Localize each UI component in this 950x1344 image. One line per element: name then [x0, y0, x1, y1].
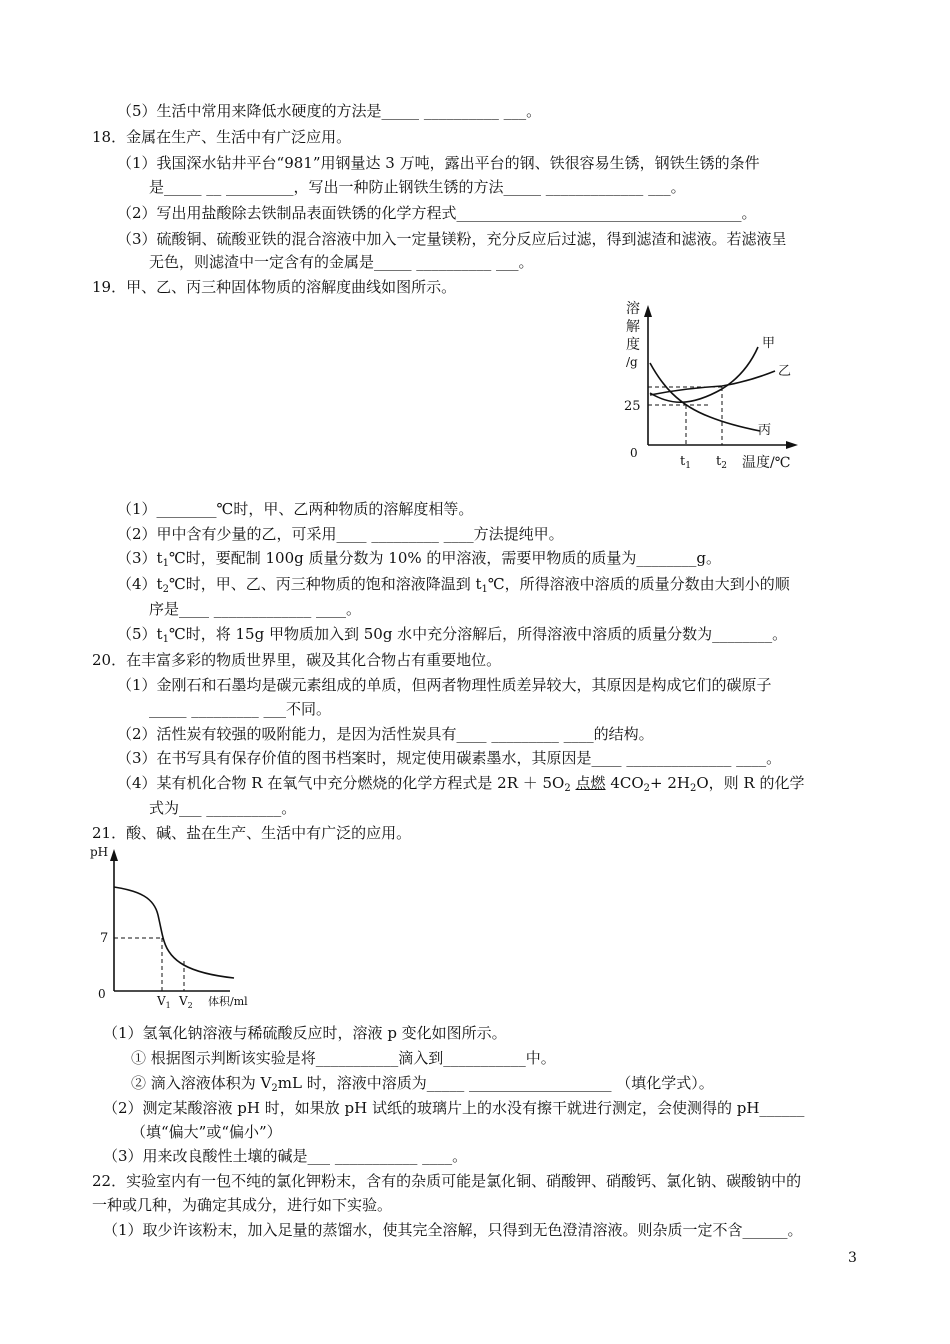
- text: （3）t: [117, 549, 163, 567]
- y-axis-label: pH: [90, 845, 109, 859]
- q20-2-line: [117, 724, 654, 744]
- q19-2-line: [117, 524, 564, 544]
- q19-4-line-a: [117, 574, 790, 594]
- text: 序是____ _____________ ____。: [149, 600, 362, 618]
- q19-heading: [92, 277, 456, 297]
- text: （1）我国深水钻井平台“981”用钢量达 3 万吨，露出平台的钢、铁很容易生锈，钢铁生锈的条件: [117, 154, 760, 172]
- ph-chart: [88, 843, 268, 1013]
- text: 21．酸、碱、盐在生产、生活中有广泛的应用。: [92, 824, 412, 842]
- text: 是_____ __ _________，写出一种防止钢铁生锈的方法_____ _____________ ___。: [149, 178, 686, 196]
- x-axis-label: 体积/ml: [208, 995, 248, 1008]
- ph-curve: [114, 887, 234, 978]
- text: 22．实验室内有一包不纯的氯化钾粉末，含有的杂质可能是氯化铜、硝酸钾、硝酸钙、氯化钠、碳酸钠中的: [92, 1172, 802, 1190]
- q21-2-line-a: [103, 1098, 804, 1118]
- y-label-char-4: /g: [626, 355, 638, 369]
- text: （2）测定某酸溶液 pH 时，如果放 pH 试纸的玻璃片上的水没有擦干就进行测定，会使测得的 pH______: [103, 1099, 805, 1117]
- label-bing: 丙: [758, 423, 772, 438]
- text: O，则 R 的化学: [696, 774, 805, 792]
- label-yi: 乙: [778, 364, 792, 379]
- text: 式为___ __________。: [149, 799, 297, 817]
- q19-4-line-b: [149, 599, 361, 619]
- page-number: 3: [848, 1250, 857, 1266]
- q19-3-line: [117, 548, 721, 568]
- x-axis-label: 温度/℃: [742, 455, 791, 471]
- q19-1-line: [117, 499, 473, 519]
- q22-line-a: [92, 1171, 801, 1191]
- text: ① 根据图示判断该实验是将___________滴入到___________中。: [131, 1049, 556, 1067]
- y-tick-7: 7: [100, 931, 109, 946]
- q21-3-line: [103, 1146, 467, 1166]
- q18-1-line-a: [117, 153, 760, 173]
- q18-2-line: [117, 203, 757, 223]
- text: 18．金属在生产、生活中有广泛应用。: [92, 128, 352, 146]
- q21-1-1-line: [131, 1048, 556, 1068]
- text: mL 时，溶液中溶质为_____ ___________________ （填化学式）。: [277, 1074, 714, 1092]
- text: + 2H: [650, 774, 690, 792]
- q21-1-2-line: [131, 1073, 714, 1093]
- text: （2）活性炭有较强的吸附能力，是因为活性炭具有____ _________ ____的结构。: [117, 725, 654, 743]
- subscript: 1: [162, 634, 169, 645]
- text: 20．在丰富多彩的物质世界里，碳及其化合物占有重要地位。: [92, 651, 502, 669]
- curve-yi: [650, 371, 775, 395]
- solubility-chart: [610, 295, 830, 475]
- subscript: 1: [162, 558, 169, 569]
- x-axis-arrow: [786, 441, 798, 449]
- label-jia: 甲: [762, 336, 776, 351]
- y-axis-arrow: [644, 305, 652, 317]
- text: 无色，则滤渣中一定含有的金属是_____ __________ ___。: [149, 253, 534, 271]
- x-tick-t1: $t_1$: [680, 454, 691, 471]
- text: （2）写出用盐酸除去铁制品表面铁锈的化学方程式______________________________________。: [117, 204, 757, 222]
- subscript: 2: [271, 1083, 278, 1094]
- q21-heading: [92, 823, 411, 843]
- x-tick-t2: $t_2$: [716, 454, 727, 471]
- q18-1-line-b: [149, 177, 686, 197]
- text: ℃，所得溶液中溶质的质量分数由大到小的顺: [487, 575, 790, 593]
- subscript: 2: [564, 783, 571, 794]
- y-axis-arrow: [110, 849, 118, 861]
- text: （3）硫酸铜、硫酸亚铁的混合溶液中加入一定量镁粉，充分反应后过滤，得到滤渣和滤液。若滤液呈: [117, 230, 787, 248]
- q19-5-line: [117, 624, 787, 644]
- y-label-char-2: 解: [626, 319, 640, 335]
- text: （1）________℃时，甲、乙两种物质的溶解度相等。: [117, 500, 474, 518]
- q21-2-line-b: [131, 1122, 282, 1142]
- text: （2）甲中含有少量的乙，可采用____ _________ ____方法提纯甲。: [117, 525, 564, 543]
- q20-1-line-b: [149, 699, 331, 719]
- y-tick-25: 25: [624, 399, 641, 414]
- q20-1-line-a: [117, 675, 772, 695]
- text: 一种或几种，为确定其成分，进行如下实验。: [92, 1196, 393, 1214]
- text: （3）用来改良酸性土壤的碱是___ ___________ ____。: [103, 1147, 468, 1165]
- q22-1-line: [103, 1220, 803, 1240]
- subscript: 2: [643, 783, 651, 794]
- q18-3-line-b: [149, 252, 534, 272]
- curve-jia: [650, 347, 758, 402]
- q18-3-line-a: [117, 229, 787, 249]
- q20-3-line: [117, 748, 781, 768]
- text: _____ _________ ___不同。: [149, 700, 332, 718]
- text: （1）取少许该粉末，加入足量的蒸馏水，使其完全溶解，只得到无色澄清溶液。则杂质一定不含______。: [103, 1221, 803, 1239]
- text: ℃时，将 15g 甲物质加入到 50g 水中充分溶解后，所得溶液中溶质的质量分数为________。: [168, 625, 788, 643]
- q18-heading: [92, 127, 351, 147]
- x-tick-v2: $V_2$: [179, 994, 193, 1010]
- text: （1）金刚石和石墨均是碳元素组成的单质，但两者物理性质差异较大，其原因是构成它们的碳原子: [117, 676, 772, 694]
- text: ② 滴入溶液体积为 V: [131, 1074, 272, 1092]
- text: （4）某有机化合物 R 在氧气中充分燃烧的化学方程式是 2R ＋ 5O: [117, 774, 565, 792]
- text: （4）t: [117, 575, 163, 593]
- q20-heading: [92, 650, 501, 670]
- reaction-condition: 点燃: [575, 774, 606, 792]
- text: （5）生活中常用来降低水硬度的方法是_____ __________ ___。: [117, 102, 542, 120]
- origin-label: 0: [630, 446, 638, 460]
- text: （填“偏大”或“偏小”）: [131, 1123, 282, 1141]
- q17-5-line: [117, 101, 541, 121]
- text: （1）氢氧化钠溶液与稀硫酸反应时，溶液 p 变化如图所示。: [103, 1024, 507, 1042]
- subscript: 2: [162, 584, 169, 595]
- text: （5）t: [117, 625, 163, 643]
- q20-4-line-a: [117, 773, 805, 793]
- y-label-char-1: 溶: [626, 301, 640, 317]
- q22-line-b: [92, 1195, 392, 1215]
- text: （3）在书写具有保存价值的图书档案时，规定使用碳素墨水，其原因是____ ______________ ____。: [117, 749, 782, 767]
- q21-1-line: [103, 1023, 507, 1043]
- y-label-char-3: 度: [626, 337, 640, 353]
- origin-label: 0: [98, 987, 106, 1001]
- text: ℃时，要配制 100g 质量分数为 10% 的甲溶液，需要甲物质的质量为________g。: [168, 549, 721, 567]
- text: ℃时，甲、乙、丙三种物质的饱和溶液降温到 t: [168, 575, 482, 593]
- q20-4-line-b: [149, 798, 296, 818]
- y-axis-label: [626, 300, 640, 369]
- text: 4CO: [610, 774, 644, 792]
- subscript: 1: [481, 584, 488, 595]
- x-tick-v1: $V_1$: [157, 994, 171, 1010]
- subscript: 2: [689, 783, 697, 794]
- text: 19．甲、乙、丙三种固体物质的溶解度曲线如图所示。: [92, 278, 457, 296]
